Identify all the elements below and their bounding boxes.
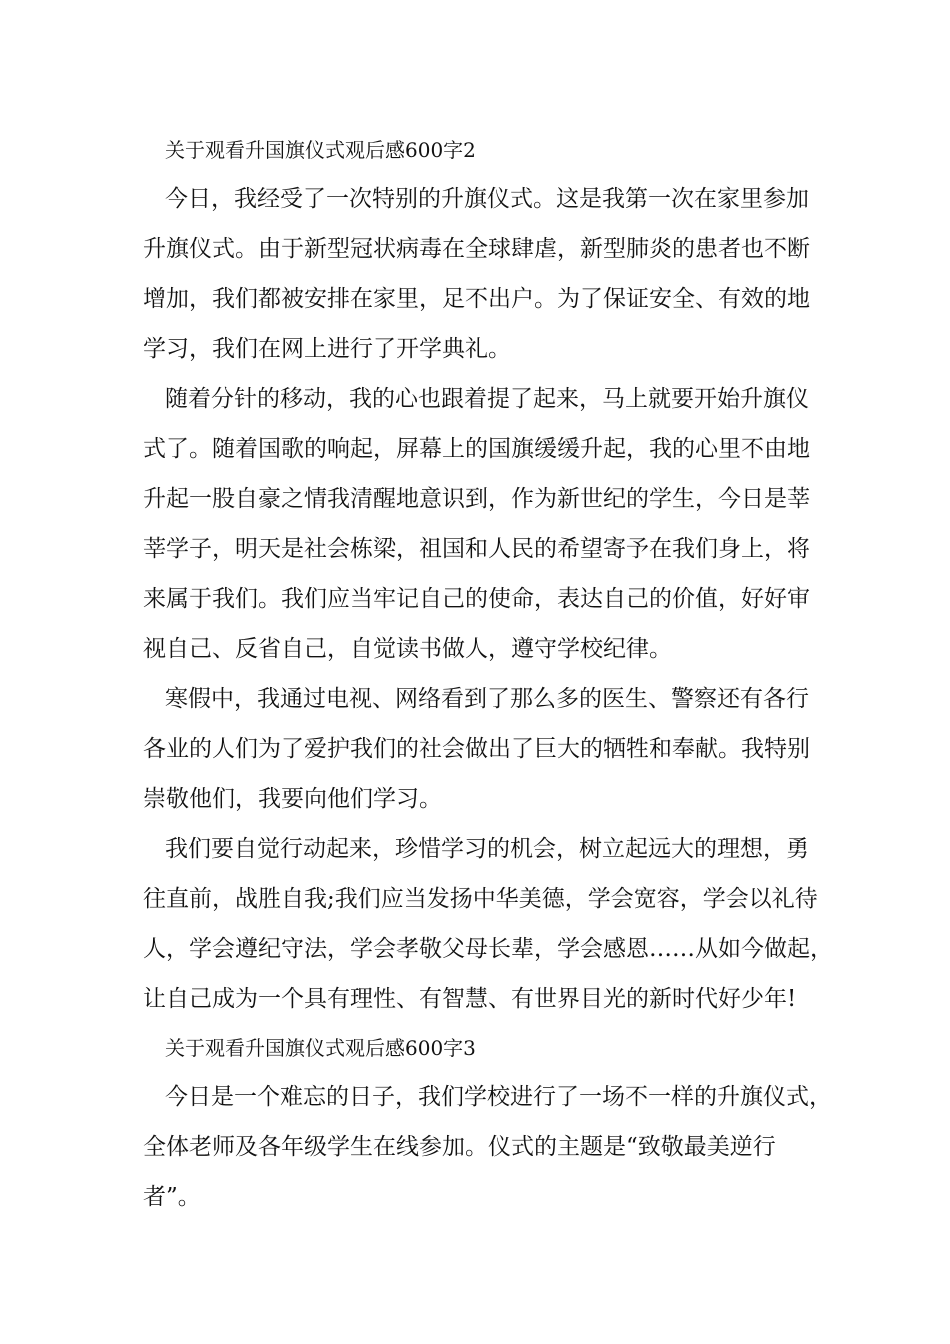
paragraph-line: 寒假中，我通过电视、网络看到了那么多的医生、警察还有各行: [165, 686, 809, 712]
paragraph-line: 升旗仪式。由于新型冠状病毒在全球肆虐，新型肺炎的患者也不断: [143, 236, 810, 262]
paragraph-line: 人，学会遵纪守法，学会孝敬父母长辈，学会感恩……从如今做起，: [143, 936, 833, 962]
paragraph-line: 视自己、反省自己，自觉读书做人，遵守学校纪律。: [143, 636, 672, 662]
paragraph-line: 学习，我们在网上进行了开学典礼。: [143, 336, 511, 362]
paragraph-line: 让自己成为一个具有理性、有智慧、有世界目光的新时代好少年!: [143, 986, 797, 1012]
paragraph-line: 升起一股自豪之情我清醒地意识到，作为新世纪的学生，今日是莘: [143, 486, 810, 512]
paragraph-line: 者”。: [143, 1184, 201, 1210]
paragraph-line: 各业的人们为了爱护我们的社会做出了巨大的牺牲和奉献。我特别: [143, 736, 810, 762]
paragraph-line: 今日，我经受了一次特别的升旗仪式。这是我第一次在家里参加: [165, 186, 809, 212]
paragraph-line: 崇敬他们，我要向他们学习。: [143, 786, 442, 812]
paragraph-line: 随着分针的移动，我的心也跟着提了起来，马上就要开始升旗仪: [165, 386, 809, 412]
paragraph-line: 来属于我们。我们应当牢记自己的使命，表达自己的价值，好好审: [143, 586, 810, 612]
paragraph-line: 增加，我们都被安排在家里，足不出户。为了保证安全、有效的地: [143, 286, 810, 312]
paragraph-line: 我们要自觉行动起来，珍惜学习的机会，树立起远大的理想，勇: [165, 836, 809, 862]
paragraph-line: 莘学子，明天是社会栋梁，祖国和人民的希望寄予在我们身上，将: [143, 536, 810, 562]
paragraph-line: 今日是一个难忘的日子，我们学校进行了一场不一样的升旗仪式，: [165, 1084, 832, 1110]
section-heading-3: 关于观看升国旗仪式观后感600字3: [165, 1036, 476, 1060]
paragraph-line: 全体老师及各年级学生在线参加。仪式的主题是“致敬最美逆行: [143, 1134, 776, 1160]
paragraph-line: 往直前，战胜自我;我们应当发扬中华美德，学会宽容，学会以礼待: [143, 886, 818, 912]
paragraph-line: 式了。随着国歌的响起，屏幕上的国旗缓缓升起，我的心里不由地: [143, 436, 810, 462]
section-heading-2: 关于观看升国旗仪式观后感600字2: [165, 138, 476, 162]
